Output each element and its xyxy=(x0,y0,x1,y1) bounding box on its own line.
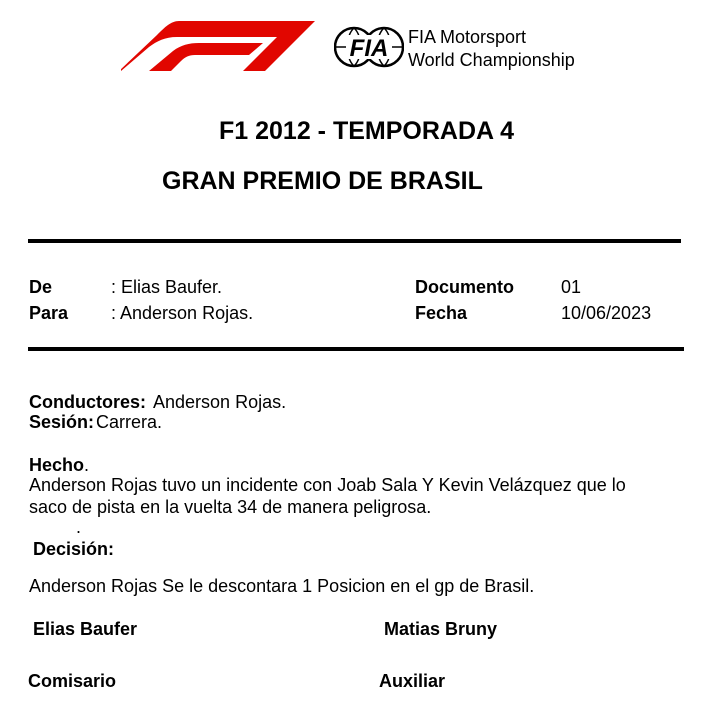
f1-logo-stripe-mid xyxy=(149,43,263,71)
documento-label: Documento xyxy=(415,277,514,297)
stray-dot: . xyxy=(76,517,82,537)
decision-text: Anderson Rojas Se le descontara 1 Posicion en el gp de Brasil. xyxy=(29,576,535,596)
sesion-value: Carrera. xyxy=(96,412,163,432)
bottom-rule xyxy=(28,347,684,351)
fia-motorsport-line: FIA Motorsport xyxy=(408,27,527,47)
de-label: De xyxy=(29,277,53,297)
signature-right-role: Auxiliar xyxy=(379,671,446,691)
top-rule xyxy=(28,239,681,243)
para-label: Para xyxy=(29,303,69,323)
signature-left-role: Comisario xyxy=(28,671,117,691)
fecha-label: Fecha xyxy=(415,303,468,323)
conductores-line xyxy=(29,391,286,413)
document-subtitle: GRAN PREMIO DE BRASIL xyxy=(162,167,483,195)
para-value: : Anderson Rojas. xyxy=(111,303,254,323)
world-championship-line: World Championship xyxy=(408,50,575,70)
fecha-value: 10/06/2023 xyxy=(561,303,652,323)
f1-logo xyxy=(121,21,315,71)
documento-value: 01 xyxy=(561,277,582,297)
document-title: F1 2012 - TEMPORADA 4 xyxy=(219,117,514,145)
conductores-value: Anderson Rojas. xyxy=(153,392,287,412)
de-value: : Elias Baufer. xyxy=(111,277,223,297)
sesion-label: Sesión: xyxy=(29,412,95,432)
signature-right-name: Matias Bruny xyxy=(384,619,498,639)
fia-logo xyxy=(334,22,404,72)
hecho-period: . xyxy=(84,455,90,475)
sesion-line xyxy=(29,411,162,433)
hecho-label: Hecho xyxy=(29,455,85,475)
hecho-line-1: Anderson Rojas tuvo un incidente con Joab Sala Y Kevin Velázquez que lo xyxy=(29,475,626,495)
fia-logo-text: FIA xyxy=(349,35,389,62)
conductores-label: Conductores: xyxy=(29,392,146,412)
hecho-line-2: saco de pista en la vuelta 34 de manera peligrosa. xyxy=(29,497,432,517)
decision-label: Decisión: xyxy=(33,539,115,559)
hecho-heading xyxy=(29,454,89,476)
signature-left-name: Elias Baufer xyxy=(33,619,138,639)
